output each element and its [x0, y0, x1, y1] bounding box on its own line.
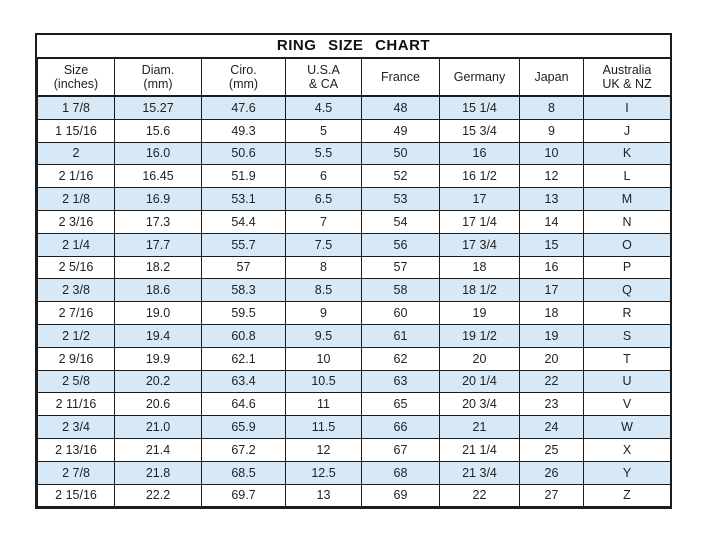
cell-size_inches: 2 1/8 [38, 188, 115, 211]
cell-australia: M [584, 188, 671, 211]
column-header-size_inches [38, 59, 115, 97]
cell-usa_ca: 11.5 [286, 416, 362, 439]
table-row [38, 416, 671, 439]
cell-france: 54 [362, 210, 440, 233]
table-row [38, 119, 671, 142]
cell-australia: L [584, 165, 671, 188]
cell-diam_mm: 20.2 [115, 370, 202, 393]
cell-usa_ca: 9 [286, 302, 362, 325]
cell-australia: X [584, 438, 671, 461]
cell-size_inches: 2 5/16 [38, 256, 115, 279]
cell-usa_ca: 7.5 [286, 233, 362, 256]
cell-diam_mm: 22.2 [115, 484, 202, 507]
table-row [38, 484, 671, 507]
column-header-sublabel: (mm) [143, 77, 173, 91]
cell-ciro_mm: 47.6 [202, 96, 286, 119]
cell-japan: 22 [520, 370, 584, 393]
cell-australia: N [584, 210, 671, 233]
cell-germany: 16 [440, 142, 520, 165]
cell-germany: 17 1/4 [440, 210, 520, 233]
cell-diam_mm: 21.8 [115, 461, 202, 484]
cell-france: 66 [362, 416, 440, 439]
cell-usa_ca: 9.5 [286, 324, 362, 347]
cell-diam_mm: 19.4 [115, 324, 202, 347]
cell-france: 53 [362, 188, 440, 211]
column-header-france [362, 59, 440, 97]
cell-australia: Y [584, 461, 671, 484]
cell-ciro_mm: 63.4 [202, 370, 286, 393]
cell-japan: 15 [520, 233, 584, 256]
cell-japan: 10 [520, 142, 584, 165]
cell-japan: 24 [520, 416, 584, 439]
cell-diam_mm: 15.6 [115, 119, 202, 142]
table-row [38, 96, 671, 119]
column-header-label: Size [63, 63, 89, 77]
table-row [38, 279, 671, 302]
cell-japan: 18 [520, 302, 584, 325]
cell-japan: 27 [520, 484, 584, 507]
cell-diam_mm: 16.0 [115, 142, 202, 165]
cell-australia: R [584, 302, 671, 325]
cell-france: 56 [362, 233, 440, 256]
table-row [38, 461, 671, 484]
cell-size_inches: 2 1/4 [38, 233, 115, 256]
cell-usa_ca: 12 [286, 438, 362, 461]
cell-japan: 25 [520, 438, 584, 461]
cell-size_inches: 2 3/16 [38, 210, 115, 233]
cell-germany: 15 1/4 [440, 96, 520, 119]
cell-france: 65 [362, 393, 440, 416]
cell-france: 57 [362, 256, 440, 279]
cell-ciro_mm: 51.9 [202, 165, 286, 188]
cell-japan: 26 [520, 461, 584, 484]
cell-australia: P [584, 256, 671, 279]
cell-japan: 20 [520, 347, 584, 370]
table-row [38, 438, 671, 461]
cell-japan: 13 [520, 188, 584, 211]
cell-germany: 20 1/4 [440, 370, 520, 393]
cell-usa_ca: 10.5 [286, 370, 362, 393]
table-row [38, 324, 671, 347]
cell-ciro_mm: 68.5 [202, 461, 286, 484]
cell-size_inches: 2 3/8 [38, 279, 115, 302]
cell-usa_ca: 6.5 [286, 188, 362, 211]
column-header-label: France [381, 70, 420, 84]
table-head [38, 59, 671, 97]
cell-japan: 17 [520, 279, 584, 302]
cell-usa_ca: 10 [286, 347, 362, 370]
cell-usa_ca: 8.5 [286, 279, 362, 302]
cell-diam_mm: 17.7 [115, 233, 202, 256]
column-header-germany [440, 59, 520, 97]
cell-germany: 17 [440, 188, 520, 211]
cell-japan: 14 [520, 210, 584, 233]
cell-germany: 16 1/2 [440, 165, 520, 188]
table-row [38, 210, 671, 233]
cell-usa_ca: 4.5 [286, 96, 362, 119]
column-header-label: Germany [453, 70, 506, 84]
header-row [38, 59, 671, 97]
table-row [38, 142, 671, 165]
cell-germany: 21 1/4 [440, 438, 520, 461]
cell-germany: 19 [440, 302, 520, 325]
cell-ciro_mm: 57 [202, 256, 286, 279]
cell-australia: J [584, 119, 671, 142]
cell-australia: I [584, 96, 671, 119]
cell-australia: T [584, 347, 671, 370]
column-header-usa_ca [286, 59, 362, 97]
cell-diam_mm: 19.0 [115, 302, 202, 325]
cell-usa_ca: 5.5 [286, 142, 362, 165]
cell-france: 61 [362, 324, 440, 347]
cell-size_inches: 2 15/16 [38, 484, 115, 507]
cell-france: 52 [362, 165, 440, 188]
cell-size_inches: 2 3/4 [38, 416, 115, 439]
cell-france: 58 [362, 279, 440, 302]
cell-usa_ca: 8 [286, 256, 362, 279]
cell-france: 60 [362, 302, 440, 325]
cell-france: 50 [362, 142, 440, 165]
cell-germany: 20 3/4 [440, 393, 520, 416]
cell-ciro_mm: 55.7 [202, 233, 286, 256]
table-row [38, 233, 671, 256]
column-header-diam_mm [115, 59, 202, 97]
cell-size_inches: 2 7/8 [38, 461, 115, 484]
cell-size_inches: 2 13/16 [38, 438, 115, 461]
cell-japan: 16 [520, 256, 584, 279]
cell-japan: 8 [520, 96, 584, 119]
column-header-label: Australia [602, 63, 652, 77]
column-header-sublabel: UK & NZ [602, 77, 652, 91]
ring-size-table [37, 58, 671, 507]
cell-ciro_mm: 59.5 [202, 302, 286, 325]
cell-diam_mm: 16.45 [115, 165, 202, 188]
cell-ciro_mm: 67.2 [202, 438, 286, 461]
cell-australia: Q [584, 279, 671, 302]
cell-diam_mm: 19.9 [115, 347, 202, 370]
cell-usa_ca: 12.5 [286, 461, 362, 484]
cell-diam_mm: 17.3 [115, 210, 202, 233]
cell-germany: 15 3/4 [440, 119, 520, 142]
cell-australia: O [584, 233, 671, 256]
ring-size-chart [35, 33, 672, 509]
cell-france: 67 [362, 438, 440, 461]
column-header-sublabel: (inches) [53, 77, 99, 91]
cell-germany: 17 3/4 [440, 233, 520, 256]
cell-australia: Z [584, 484, 671, 507]
cell-australia: U [584, 370, 671, 393]
cell-germany: 22 [440, 484, 520, 507]
table-row [38, 393, 671, 416]
column-header-label: Japan [534, 70, 569, 84]
cell-ciro_mm: 65.9 [202, 416, 286, 439]
cell-diam_mm: 21.0 [115, 416, 202, 439]
cell-size_inches: 1 7/8 [38, 96, 115, 119]
cell-japan: 9 [520, 119, 584, 142]
cell-france: 48 [362, 96, 440, 119]
cell-france: 68 [362, 461, 440, 484]
cell-australia: K [584, 142, 671, 165]
table-body [38, 96, 671, 507]
cell-usa_ca: 7 [286, 210, 362, 233]
table-row [38, 165, 671, 188]
column-header-sublabel: & CA [308, 77, 339, 91]
column-header-label: Diam. [141, 63, 175, 77]
cell-size_inches: 2 7/16 [38, 302, 115, 325]
cell-ciro_mm: 50.6 [202, 142, 286, 165]
cell-japan: 23 [520, 393, 584, 416]
cell-germany: 19 1/2 [440, 324, 520, 347]
column-header-australia [584, 59, 671, 97]
cell-diam_mm: 18.6 [115, 279, 202, 302]
cell-ciro_mm: 58.3 [202, 279, 286, 302]
cell-ciro_mm: 54.4 [202, 210, 286, 233]
table-row [38, 347, 671, 370]
cell-size_inches: 2 1/2 [38, 324, 115, 347]
cell-diam_mm: 21.4 [115, 438, 202, 461]
cell-usa_ca: 11 [286, 393, 362, 416]
cell-ciro_mm: 53.1 [202, 188, 286, 211]
cell-france: 63 [362, 370, 440, 393]
cell-size_inches: 2 5/8 [38, 370, 115, 393]
column-header-japan [520, 59, 584, 97]
cell-usa_ca: 13 [286, 484, 362, 507]
cell-japan: 19 [520, 324, 584, 347]
table-row [38, 188, 671, 211]
cell-germany: 20 [440, 347, 520, 370]
cell-ciro_mm: 62.1 [202, 347, 286, 370]
cell-usa_ca: 6 [286, 165, 362, 188]
table-row [38, 370, 671, 393]
column-header-label: U.S.A [307, 63, 340, 77]
column-header-label: Ciro. [230, 63, 257, 77]
cell-ciro_mm: 60.8 [202, 324, 286, 347]
cell-size_inches: 1 15/16 [38, 119, 115, 142]
column-header-sublabel: (mm) [228, 77, 259, 91]
chart-title: RING SIZE CHART [37, 35, 670, 58]
cell-germany: 21 3/4 [440, 461, 520, 484]
cell-diam_mm: 18.2 [115, 256, 202, 279]
cell-germany: 18 1/2 [440, 279, 520, 302]
cell-ciro_mm: 69.7 [202, 484, 286, 507]
cell-size_inches: 2 1/16 [38, 165, 115, 188]
column-header-ciro_mm [202, 59, 286, 97]
cell-diam_mm: 20.6 [115, 393, 202, 416]
table-row [38, 302, 671, 325]
cell-france: 69 [362, 484, 440, 507]
table-row [38, 256, 671, 279]
cell-france: 49 [362, 119, 440, 142]
cell-size_inches: 2 11/16 [38, 393, 115, 416]
cell-diam_mm: 16.9 [115, 188, 202, 211]
cell-ciro_mm: 64.6 [202, 393, 286, 416]
cell-japan: 12 [520, 165, 584, 188]
cell-diam_mm: 15.27 [115, 96, 202, 119]
cell-australia: W [584, 416, 671, 439]
cell-germany: 21 [440, 416, 520, 439]
cell-ciro_mm: 49.3 [202, 119, 286, 142]
cell-australia: S [584, 324, 671, 347]
cell-germany: 18 [440, 256, 520, 279]
cell-france: 62 [362, 347, 440, 370]
cell-size_inches: 2 [38, 142, 115, 165]
cell-usa_ca: 5 [286, 119, 362, 142]
cell-australia: V [584, 393, 671, 416]
cell-size_inches: 2 9/16 [38, 347, 115, 370]
